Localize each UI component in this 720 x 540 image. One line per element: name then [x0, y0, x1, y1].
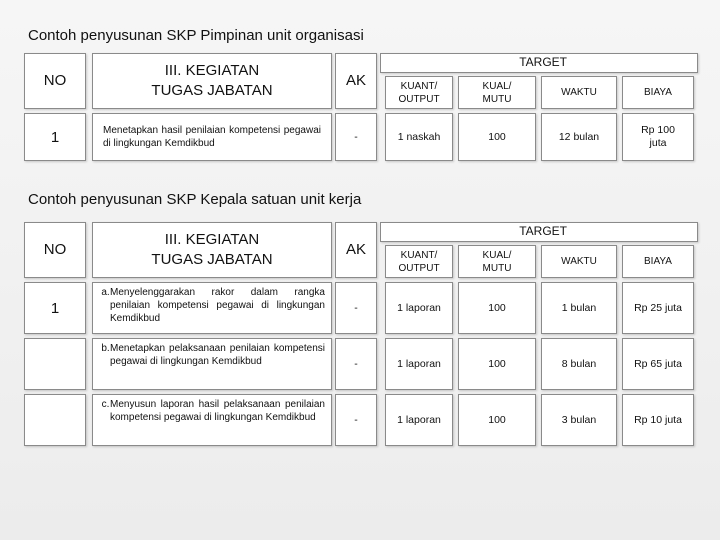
s1-header-kegiatan: III. KEGIATAN TUGAS JABATAN [92, 53, 332, 109]
s2-row-label: a. [101, 287, 110, 298]
s1-row-waktu: 12 bulan [541, 113, 617, 161]
s1-row-ak: - [335, 113, 377, 161]
s1-row-kuant: 1 naskah [385, 113, 453, 161]
s2-row-waktu: 1 bulan [541, 282, 617, 334]
s2-row-kegiatan-text: Menyelenggarakan rakor dalam rangka penilaian kompetensi pegawai di lingkungan Kemdikbud [110, 287, 325, 324]
s1-row-biaya: Rp 100 juta [622, 113, 694, 161]
s2-header-ak: AK [335, 222, 377, 278]
section1-title: Contoh penyusunan SKP Pimpinan unit organisasi [28, 27, 364, 44]
s2-row-waktu: 3 bulan [541, 394, 617, 446]
s2-header-target: TARGET [380, 222, 698, 242]
s2-row-kuant: 1 laporan [385, 338, 453, 390]
s2-row-kegiatan [92, 282, 332, 334]
s1-header-ak: AK [335, 53, 377, 109]
s1-header-biaya: BIAYA [622, 76, 694, 109]
s1-row-kegiatan-text: Menetapkan hasil penilaian kompetensi pegawai di lingkungan Kemdikbud [103, 125, 321, 149]
section2-title: Contoh penyusunan SKP Kepala satuan unit kerja [28, 191, 362, 208]
s2-row-kuant: 1 laporan [385, 282, 453, 334]
s1-header-kual: KUAL/ MUTU [458, 76, 536, 109]
s1-row-kegiatan [92, 113, 332, 161]
s2-row-kual: 100 [458, 394, 536, 446]
s2-row-kuant: 1 laporan [385, 394, 453, 446]
s2-row-ak: - [335, 394, 377, 446]
s1-row-no: 1 [24, 113, 86, 161]
s2-row-no-empty [24, 394, 86, 446]
s2-row-waktu: 8 bulan [541, 338, 617, 390]
s2-row-label: c. [101, 399, 110, 410]
s2-row-kegiatan [92, 394, 332, 446]
s2-row-ak: - [335, 282, 377, 334]
s2-header-kual: KUAL/ MUTU [458, 245, 536, 278]
s1-header-waktu: WAKTU [541, 76, 617, 109]
s2-row-biaya: Rp 65 juta [622, 338, 694, 390]
s2-row-ak: - [335, 338, 377, 390]
s2-header-waktu: WAKTU [541, 245, 617, 278]
s2-row-no-empty [24, 338, 86, 390]
s2-row-label: b. [101, 343, 110, 354]
s1-header-target: TARGET [380, 53, 698, 73]
s2-row-biaya: Rp 10 juta [622, 394, 694, 446]
s2-header-kuant: KUANT/ OUTPUT [385, 245, 453, 278]
s2-row-kegiatan-text: Menetapkan pelaksanaan penilaian kompetensi pegawai di lingkungan Kemdikbud [110, 343, 325, 367]
s2-header-kegiatan: III. KEGIATAN TUGAS JABATAN [92, 222, 332, 278]
s1-row-kual: 100 [458, 113, 536, 161]
s2-row-no: 1 [24, 282, 86, 334]
s2-row-biaya: Rp 25 juta [622, 282, 694, 334]
s1-header-kuant: KUANT/ OUTPUT [385, 76, 453, 109]
s1-header-no: NO [24, 53, 86, 109]
s2-row-kual: 100 [458, 338, 536, 390]
s2-header-no: NO [24, 222, 86, 278]
s2-row-kegiatan-text: Menyusun laporan hasil pelaksanaan penilaian kompetensi pegawai di lingkungan Kemdikbud [110, 399, 325, 423]
s2-row-kual: 100 [458, 282, 536, 334]
s2-header-biaya: BIAYA [622, 245, 694, 278]
s2-row-kegiatan [92, 338, 332, 390]
